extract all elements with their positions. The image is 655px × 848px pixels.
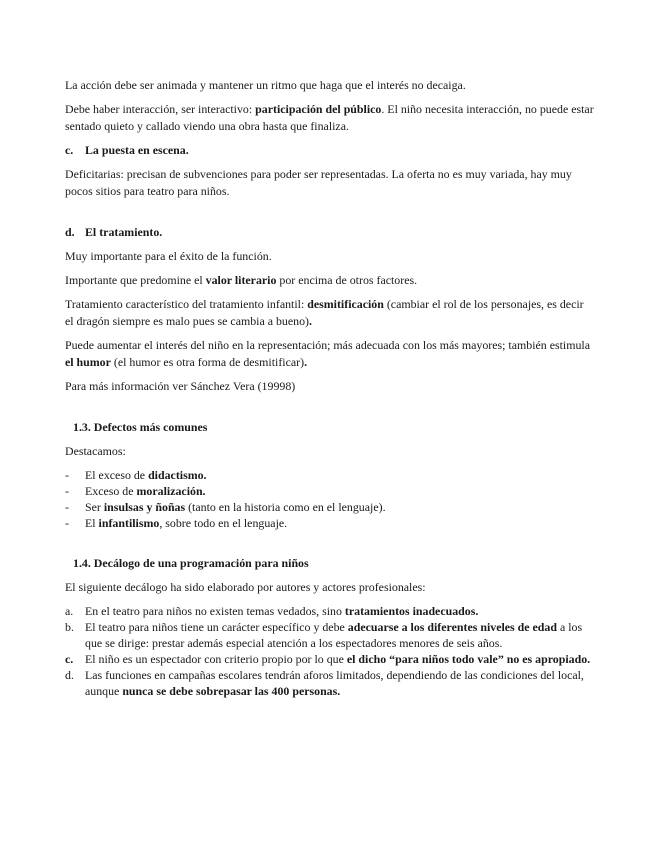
paragraph-decalogo-intro: El siguiente decálogo ha sido elaborado por autores y actores profesionales:: [65, 580, 426, 594]
defect-item: - Exceso de moralización.: [65, 484, 206, 498]
heading-decalogo: 1.4. Decálogo de una programación para niños: [73, 556, 309, 570]
heading-puesta-en-escena: c. La puesta en escena.: [65, 143, 189, 157]
decalogo-item: c. El niño es un espectador con criterio propio por lo que el dicho “para niños todo vale” no es apropiado.: [65, 652, 591, 666]
paragraph-humor: Puede aumentar el interés del niño en la representación; más adecuada con los más mayores; también estimula el humor (el humor es otra forma de desmitificar).: [65, 338, 590, 369]
paragraph-importante-exito: Muy importante para el éxito de la función.: [65, 249, 272, 263]
paragraph-interaccion: Debe haber interacción, ser interactivo: participación del público. El niño necesita interacción, no puede estar sentado quieto y callado viendo una obra hasta que finaliza.: [65, 102, 594, 133]
decalogo-list: [65, 603, 595, 699]
defect-item: - El exceso de didactismo.: [65, 468, 207, 482]
heading-defectos-comunes: 1.3. Defectos más comunes: [73, 420, 208, 434]
heading-tratamiento: d. El tratamiento.: [65, 225, 163, 239]
paragraph-desmitificacion: Tratamiento característico del tratamiento infantil: desmitificación (cambiar el rol de los personajes, es decir el dragón siempre es malo pues se cambia a bueno).: [65, 297, 584, 328]
decalogo-item: d. Las funciones en campañas escolares tendrán aforos limitados, dependiendo de las condiciones del local, aunque nunca se debe sobrepasar las 400 personas.: [65, 668, 584, 698]
paragraph-valor-literario: Importante que predomine el valor literario por encima de otros factores.: [65, 273, 418, 287]
paragraph-accion: La acción debe ser animada y mantener un ritmo que haga que el interés no decaiga.: [65, 78, 466, 92]
defect-item: - El infantilismo, sobre todo en el lenguaje.: [65, 516, 288, 530]
document-page: [65, 77, 595, 699]
defect-item: - Ser insulsas y ñoñas (tanto en la historia como en el lenguaje).: [65, 500, 386, 514]
decalogo-item: a. En el teatro para niños no existen temas vedados, sino tratamientos inadecuados.: [65, 604, 479, 618]
decalogo-item: b. El teatro para niños tiene un carácter específico y debe adecuarse a los diferentes niveles de edad a los que se dirige: prestar además especial atención a los espectadores menores de seis años.: [65, 620, 583, 650]
paragraph-destacamos: Destacamos:: [65, 444, 126, 458]
defects-list: [65, 467, 595, 531]
paragraph-deficitarias: Deficitarias: precisan de subvenciones para poder ser representadas. La oferta no es muy variada, hay muy pocos sitios para teatro para niños.: [65, 167, 572, 198]
paragraph-mas-informacion: Para más información ver Sánchez Vera (19998): [65, 379, 296, 393]
